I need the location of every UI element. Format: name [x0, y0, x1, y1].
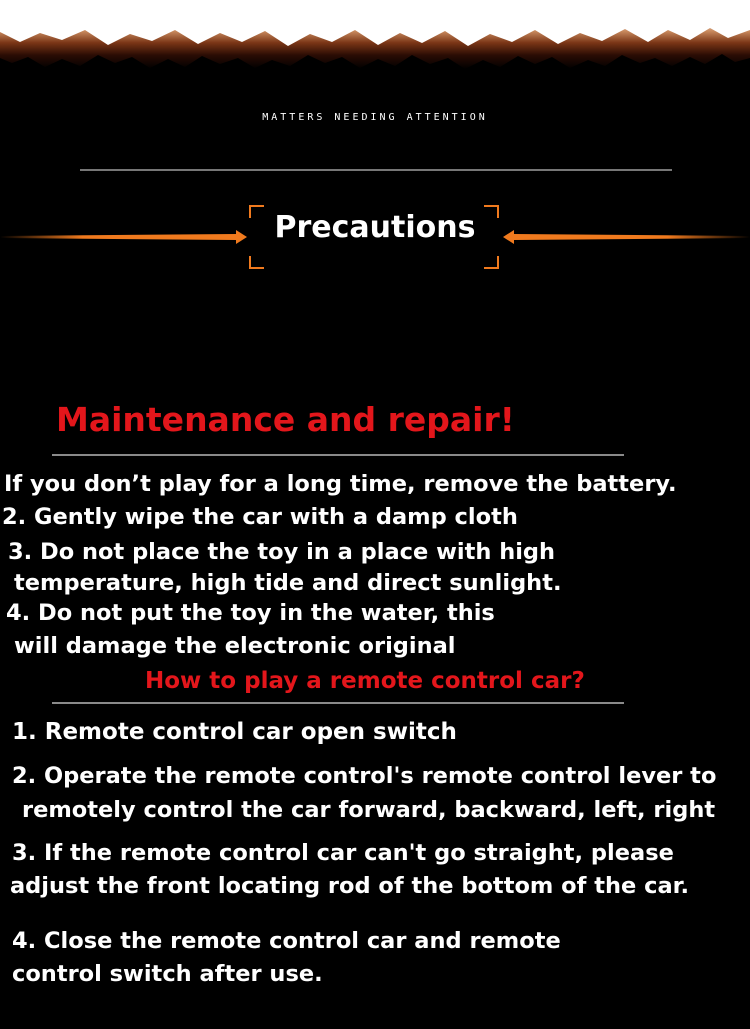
instruction-line: 4. Close the remote control car and remote	[12, 928, 561, 954]
maintenance-line: temperature, high tide and direct sunlight.	[14, 570, 562, 596]
how-to-play-divider	[52, 702, 624, 704]
maintenance-line: 2. Gently wipe the car with a damp cloth	[2, 504, 518, 530]
maintenance-line: will damage the electronic original	[14, 633, 456, 659]
maintenance-line: If you don’t play for a long time, remove the battery.	[4, 471, 677, 497]
title-divider	[80, 169, 672, 171]
right-arrow-icon	[503, 230, 514, 244]
frame-corner-br	[484, 256, 498, 268]
maintenance-line: 4. Do not put the toy in the water, this	[6, 600, 495, 626]
maintenance-divider	[52, 454, 624, 456]
burnt-paper-edge	[0, 0, 750, 110]
precautions-heading: Precautions	[274, 210, 476, 245]
instruction-line: 1. Remote control car open switch	[12, 719, 457, 745]
page-title: MATTERS NEEDING ATTENTION	[262, 112, 488, 123]
instruction-line: control switch after use.	[12, 961, 323, 987]
frame-corner-bl	[250, 256, 264, 268]
instruction-line: 2. Operate the remote control's remote control lever to	[12, 763, 717, 789]
right-arrow-line	[514, 234, 750, 240]
left-arrow-icon	[236, 230, 247, 244]
instruction-line: 3. If the remote control car can't go straight, please	[12, 840, 674, 866]
left-arrow-line	[0, 234, 236, 240]
instruction-line: remotely control the car forward, backward, left, right	[22, 797, 716, 823]
maintenance-heading: Maintenance and repair!	[56, 400, 515, 439]
how-to-play-heading: How to play a remote control car?	[145, 668, 585, 694]
maintenance-line: 3. Do not place the toy in a place with high	[8, 539, 556, 565]
instruction-line: adjust the front locating rod of the bottom of the car.	[10, 873, 690, 899]
